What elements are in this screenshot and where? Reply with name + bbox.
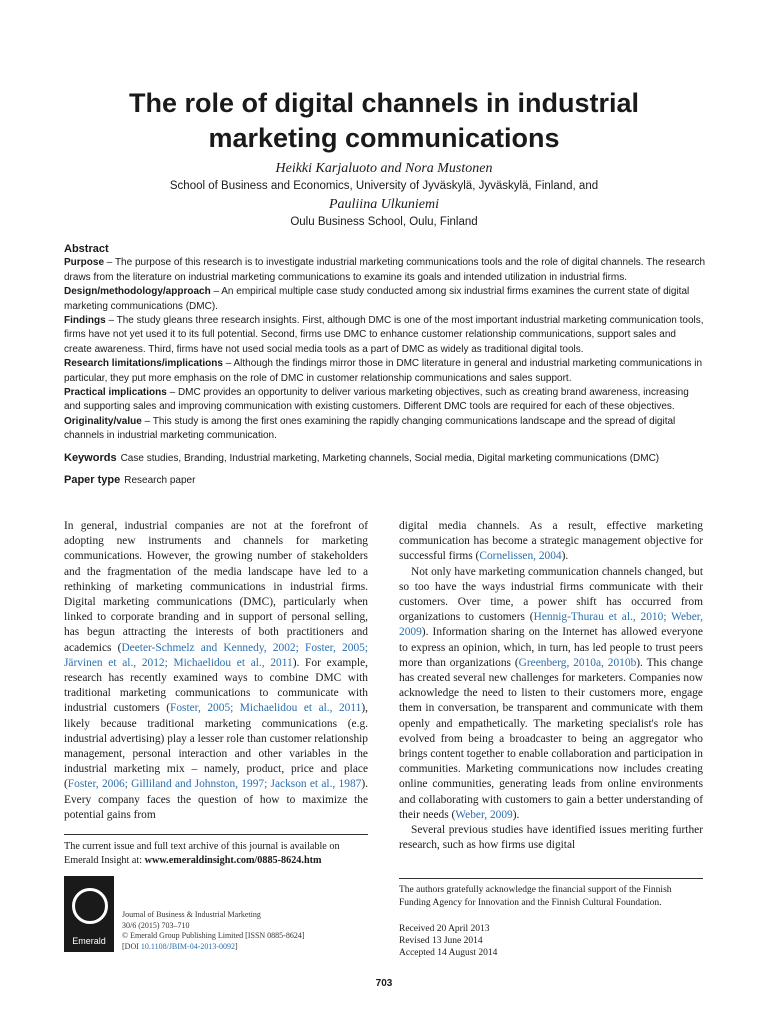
citation-link[interactable]: Greenberg, 2010a, 2010b <box>518 656 637 669</box>
body-paragraph <box>399 823 703 853</box>
citation-link[interactable]: Foster, 2005; Michaelidou et al., 2011 <box>170 702 362 715</box>
affiliation-2: Oulu Business School, Oulu, Finland <box>290 216 478 228</box>
abstract-text: – An empirical multiple case study conducted among six industrial firms examines the current state of digital marketing communications (DMC). <box>64 286 690 312</box>
copyright: © Emerald Group Publishing Limited [ISSN 0885-8624] <box>122 931 305 940</box>
title-line-2: marketing communications <box>208 123 560 153</box>
doi-link[interactable]: 10.1108/JBIM-04-2013-0092 <box>140 941 236 951</box>
journal-note-text: The current issue and full text archive of this journal is available on Emerald Insight at: <box>64 841 340 866</box>
journal-note <box>64 840 368 868</box>
emerald-logo <box>64 876 114 952</box>
journal-name: Journal of Business & Industrial Marketing <box>122 910 261 919</box>
paper-type-value: Research paper <box>124 475 196 486</box>
abstract-text: – This study is among the first ones examining the rapidly changing communications landscape and the spread of digital channels in industrial marketing communication. <box>64 415 676 442</box>
authors-2: Pauliina Ulkuniemi <box>328 197 440 212</box>
emerald-logo-text: Emerald <box>72 936 106 946</box>
body-paragraph <box>399 519 703 565</box>
abstract-purpose <box>64 256 706 285</box>
body-text: Several previous studies have identified issues meriting further research, such as how firms use digital <box>399 824 703 852</box>
doi-suffix: ] <box>235 941 238 951</box>
body-column-right <box>399 519 703 853</box>
body-text: Not only have marketing communication channels changed, but so too have the ways industrial firms communicate with their customers. Over time, a power shift has occurred from organizations to customers ( <box>399 565 703 624</box>
body-text: ). Every company faces the question of how to maximize the potential gains from <box>64 778 368 821</box>
abstract <box>64 242 706 444</box>
paper-type <box>64 474 706 486</box>
received-date: Received 20 April 2013 <box>399 924 490 934</box>
abstract-text: – The study gleans three research insights. First, although DMC is one of the most important industrial marketing communication tools, firms have not yet used it to its full potential. Second, firms use DMC to enhance customer relationship communications, support sales and create awareness. Third, firms have not used social media tools as a part of DMC as widely as traditional digital tools. <box>64 315 704 355</box>
abstract-text: – The purpose of this research is to investigate industrial marketing communications tools and the role of digital channels. The research draws from the literature on industrial marketing communications to examine its goals and intended utilization in industrial firms. <box>64 257 706 283</box>
publication-info <box>122 910 372 952</box>
affiliation-1: School of Business and Economics, University of Jyväskylä, Jyväskylä, Finland, and <box>169 180 599 192</box>
doi-prefix: [DOI <box>122 941 141 951</box>
paper-title <box>60 86 708 156</box>
citation-link[interactable]: Deeter-Schmelz and Kennedy, 2002; Foster, 2005; Järvinen et al., 2012; Michaelidou et al., 2011 <box>64 641 369 669</box>
volume-pages: 30/6 (2015) 703–710 <box>122 920 190 930</box>
dates-block <box>399 915 703 959</box>
journal-url-link[interactable]: www.emeraldinsight.com/0885-8624.htm <box>144 855 322 866</box>
acknowledgement: The authors gratefully acknowledge the financial support of the Finnish Funding Agency for Innovation and the Finnish Cultural Foundation. <box>399 885 672 908</box>
abstract-limitations <box>64 357 706 386</box>
paper-type-label: Paper type <box>64 474 121 486</box>
revised-date: Revised 13 June 2014 <box>399 936 483 946</box>
citation-link[interactable]: Foster, 2006; Gilliland and Johnston, 1997; Jackson et al., 1987 <box>67 778 362 791</box>
accepted-date: Accepted 14 August 2014 <box>399 948 498 958</box>
body-text: ). <box>512 808 520 821</box>
abstract-text: – DMC provides an opportunity to deliver various marketing objectives, such as creating brand awareness, increasing and supporting sales and improving communication with existing customers. Different DMC tools are required for each of these objectives. <box>64 387 689 413</box>
body-text: ), likely because traditional marketing communications (e.g. industrial advertising) play a lesser role than customer relationship management, personal interaction and other variables in the industrial marketing mix – namely, product, price and place ( <box>64 702 368 791</box>
abstract-originality <box>64 415 706 444</box>
body-column-left <box>64 519 368 823</box>
body-text: digital media channels. As a result, effective marketing communication has become a strategic management objective for successful firms ( <box>399 520 703 563</box>
page-number: 703 <box>375 978 393 989</box>
abstract-design <box>64 285 706 314</box>
authors-1: Heikki Karjaluoto and Nora Mustonen <box>275 161 493 176</box>
emerald-logo-icon <box>72 888 108 924</box>
citation-link[interactable]: Weber, 2009 <box>455 808 513 821</box>
abstract-label: Research limitations/implications <box>64 358 223 370</box>
body-text: ). Information sharing on the Internet has allowed everyone to express an opinion, which, in turn, has led people to trust peers more than organizations ( <box>399 626 703 669</box>
body-text: ). <box>561 550 569 563</box>
abstract-label: Findings <box>64 315 106 327</box>
body-text: ). For example, research has recently examined ways to combine DMC with traditional marketing communications to communicate with industrial customers ( <box>64 656 368 715</box>
footnote-rule-left <box>64 834 368 835</box>
body-text: In general, industrial companies are not at the forefront of adopting new instruments and channels for marketing communications. However, the growing number of stakeholders and the fragmentation of the media landscape have led to a rethinking of marketing communications in industrial firms. Digital marketing communications (DMC), particularly when linked to corporate branding and in support of personal selling, has begun attracting the interests of both practitioners and academics ( <box>64 520 368 654</box>
abstract-heading: Abstract <box>64 243 109 255</box>
abstract-label: Purpose <box>64 257 105 269</box>
citation-link[interactable]: Cornelissen, 2004 <box>479 550 562 563</box>
citation-link[interactable]: Hennig-Thurau et al., 2010; Weber, 2009 <box>399 611 703 639</box>
abstract-text: – Although the findings mirror those in DMC literature in general and industrial marketing communications in particular, they put more emphasis on the role of DMC in customer relationship communications and sales support. <box>64 358 703 384</box>
abstract-findings <box>64 314 706 357</box>
abstract-label: Originality/value <box>64 415 142 427</box>
body-text: ). This change has created several new challenges for marketers. Companies now acknowledge the need to listen to their customers more, engage them in conversation, be transparent and communicate with them openly and empathetically. The marketing specialist's role has evolved from being a broadcaster to being an aggregator who brings content together to enable collaboration and participation in communities. Marketing communications now includes creating online communities, generating leads from online environments and collaborating with customers to gain a better understanding of their needs ( <box>399 656 703 821</box>
abstract-label: Design/methodology/approach <box>64 286 211 298</box>
title-block <box>60 86 708 230</box>
title-line-1: The role of digital channels in industrial <box>128 88 640 118</box>
keywords-label: Keywords <box>64 452 117 464</box>
abstract-practical <box>64 386 706 415</box>
body-paragraph <box>399 565 703 823</box>
abstract-label: Practical implications <box>64 387 167 399</box>
footnote-rule-right <box>399 878 703 879</box>
keywords <box>64 452 706 464</box>
doi-line <box>122 942 372 953</box>
keywords-list: Case studies, Branding, Industrial marketing, Marketing channels, Social media, Digital marketing communications (DMC) <box>120 453 660 464</box>
body-paragraph <box>64 519 368 823</box>
